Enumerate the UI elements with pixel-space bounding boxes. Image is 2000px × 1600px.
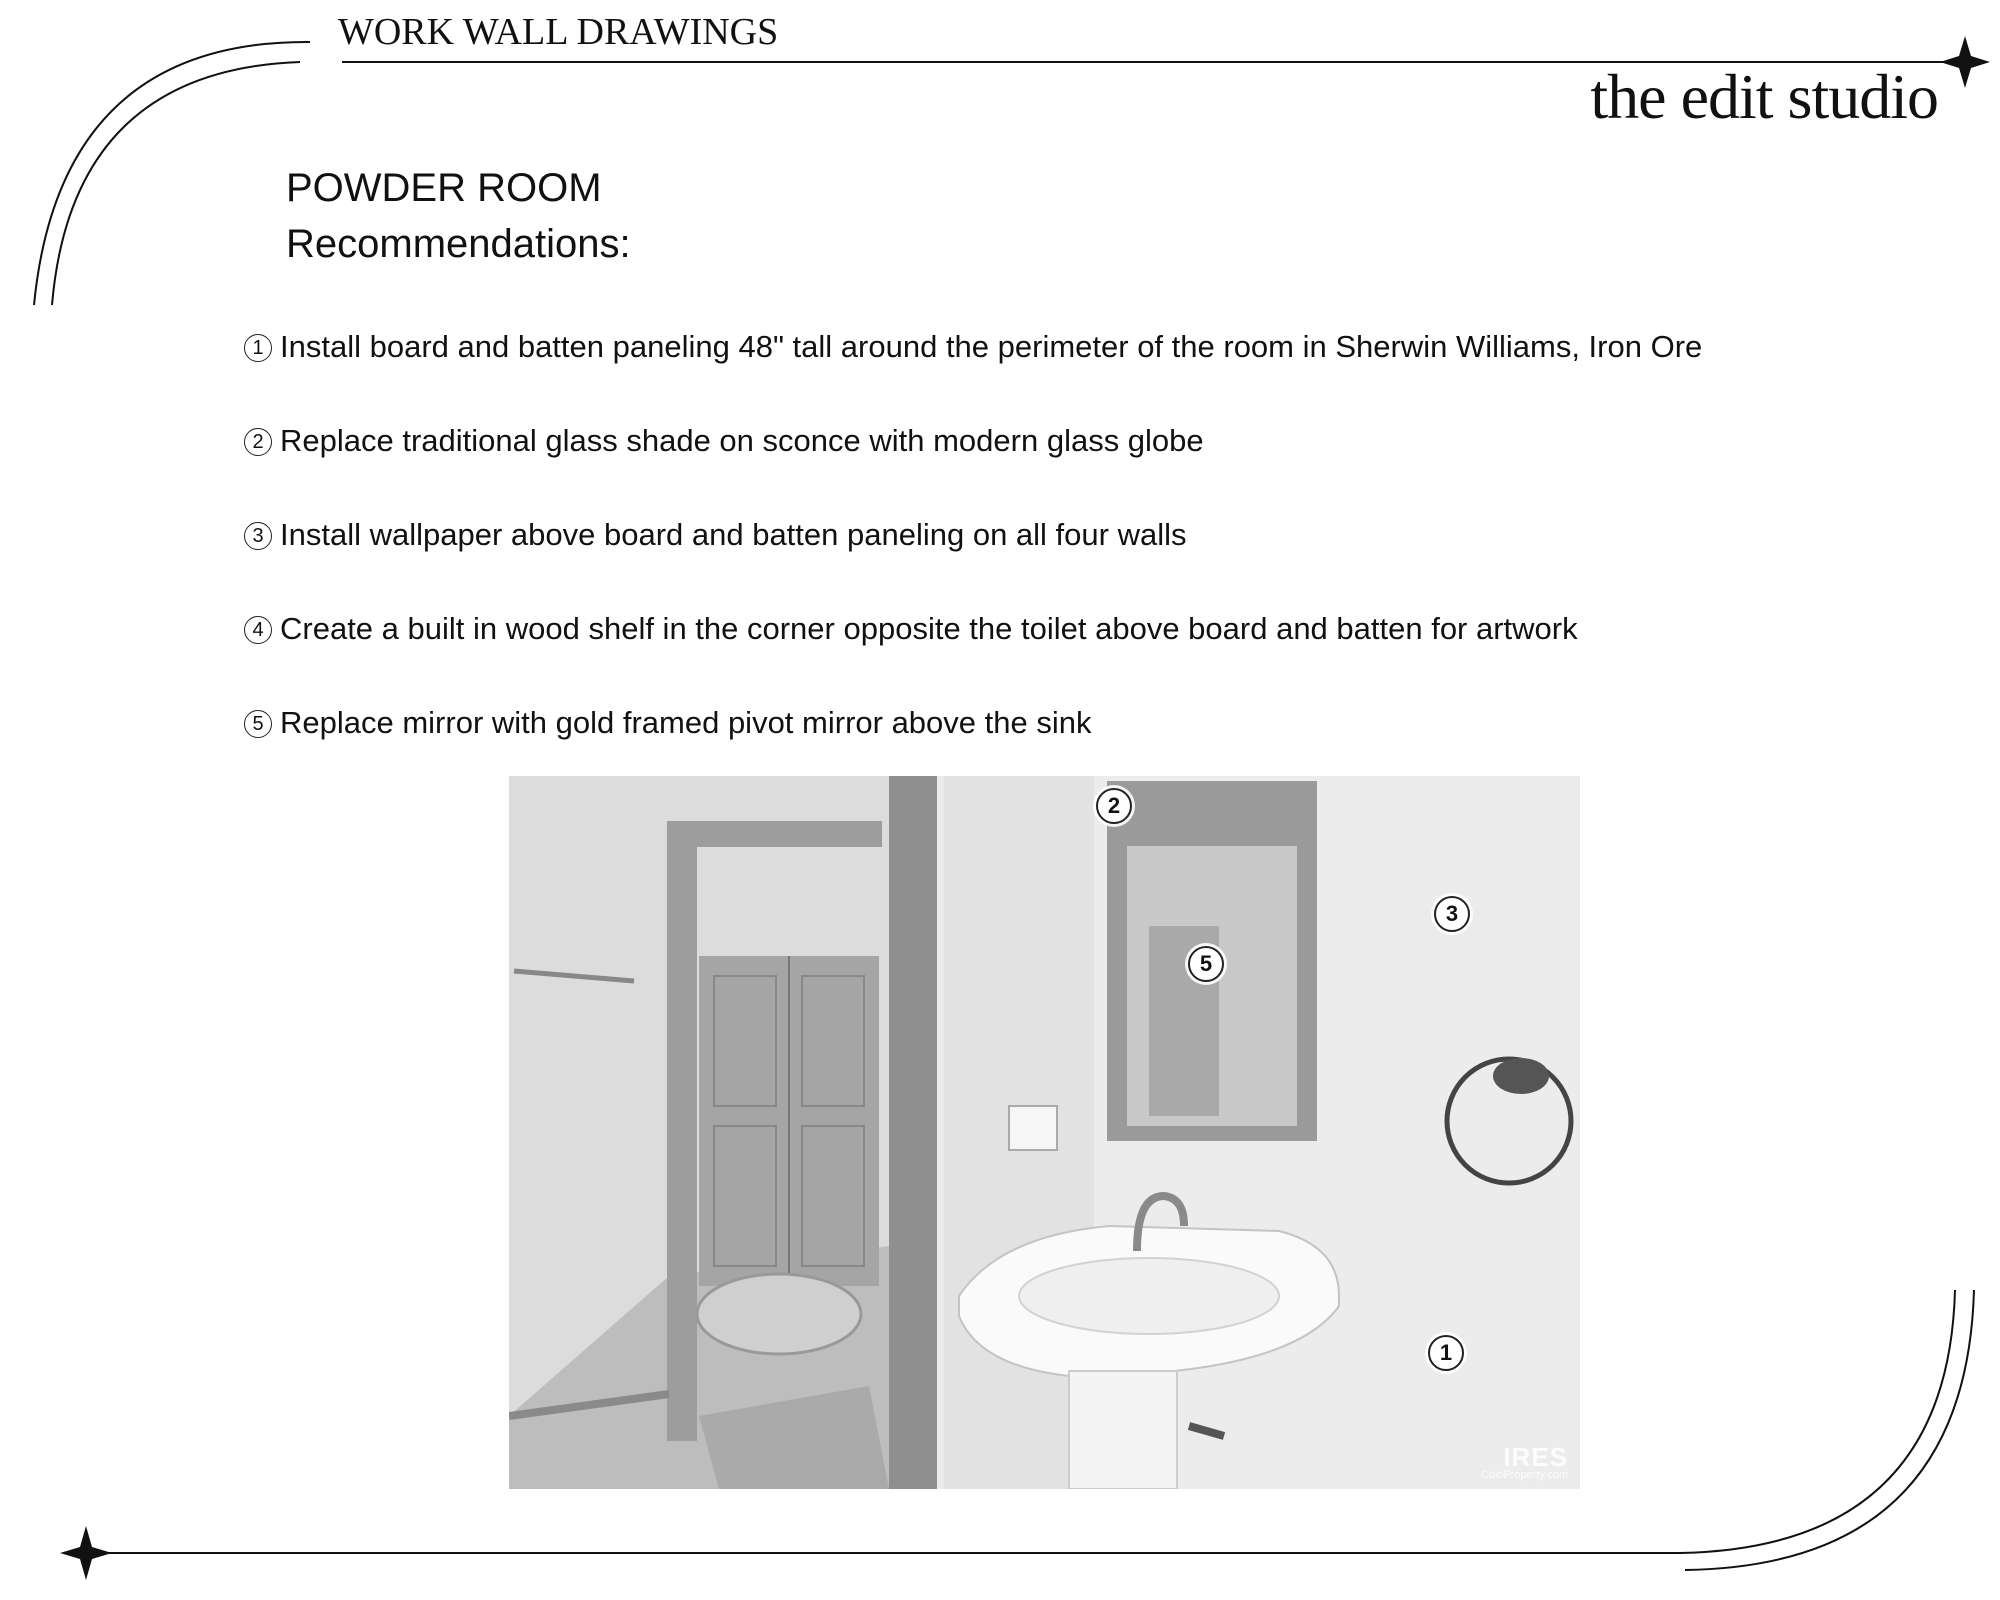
recommendation-text: Replace mirror with gold framed pivot mirror above the sink (280, 705, 1092, 740)
list-item (244, 604, 1702, 698)
header-title: WORK WALL DRAWINGS (338, 11, 779, 53)
watermark-sub: ColoProperty.com (1480, 1469, 1568, 1481)
list-item (244, 416, 1702, 510)
watermark-brand: IRES (1503, 1442, 1568, 1472)
number-badge: 1 (244, 334, 272, 362)
list-item (244, 322, 1702, 416)
recommendation-text: Create a built in wood shelf in the corner opposite the toilet above board and batten for artwork (280, 611, 1578, 646)
marker-badge: 5 (1188, 946, 1224, 982)
room-illustration (509, 776, 1580, 1489)
number-badge: 5 (244, 710, 272, 738)
recommendation-text: Replace traditional glass shade on sconce with modern glass globe (280, 423, 1204, 458)
marker-badge: 2 (1096, 788, 1132, 824)
powder-room-photo (509, 776, 1580, 1489)
sparkle-icon (1940, 36, 1990, 88)
photo-watermark (1481, 1444, 1568, 1481)
recommendations-heading: Recommendations: (286, 222, 631, 266)
number-badge: 4 (244, 616, 272, 644)
marker-badge: 1 (1428, 1335, 1464, 1371)
brand-logo: the edit studio (1590, 61, 1938, 132)
list-item (244, 510, 1702, 604)
marker-badge: 3 (1434, 896, 1470, 932)
recommendations-list (244, 322, 1702, 792)
page-title: POWDER ROOM (286, 166, 602, 210)
recommendation-text: Install board and batten paneling 48" tall around the perimeter of the room in Sherwin Williams, Iron Ore (280, 329, 1703, 364)
number-badge: 2 (244, 428, 272, 456)
sparkle-icon (60, 1526, 112, 1580)
number-badge: 3 (244, 522, 272, 550)
recommendation-text: Install wallpaper above board and batten paneling on all four walls (280, 517, 1187, 552)
